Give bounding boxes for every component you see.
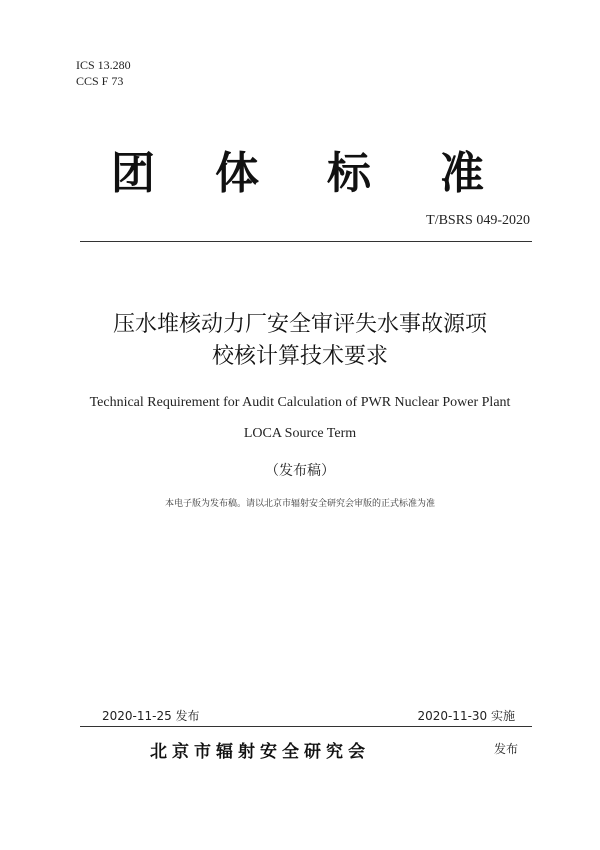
standard-type-heading (0, 146, 600, 206)
implementation-date: 2020-11-30 实施 (417, 709, 515, 723)
ccs-code: CCS F 73 (76, 74, 124, 88)
draft-status: （发布稿） (265, 463, 335, 479)
chinese-title-line-1: 压水堆核动力厂安全审评失水事故源项 (112, 312, 487, 337)
issue-date: 2020-11-25 发布 (102, 709, 200, 723)
standard-type-char: 团 (111, 148, 155, 199)
english-title-line-2: LOCA Source Term (243, 426, 357, 441)
publisher-name: 北京市辐射安全研究会 (150, 742, 370, 762)
header-divider (80, 241, 532, 242)
standard-type-char: 体 (215, 148, 259, 199)
ics-code: ICS 13.280 (76, 58, 131, 72)
chinese-title-line-2: 校核计算技术要求 (211, 344, 388, 369)
publish-label: 发布 (493, 742, 518, 756)
release-note: 本电子版为发布稿。请以北京市辐射安全研究会审版的正式标准为准 (164, 499, 435, 509)
english-title-line-1: Technical Requirement for Audit Calculation of PWR Nuclear Power Plant (89, 395, 511, 410)
standard-type-char: 标 (327, 148, 371, 199)
standard-type-char: 准 (440, 148, 484, 199)
footer-divider (80, 726, 532, 727)
standard-number: T/BSRS 049-2020 (426, 213, 530, 228)
